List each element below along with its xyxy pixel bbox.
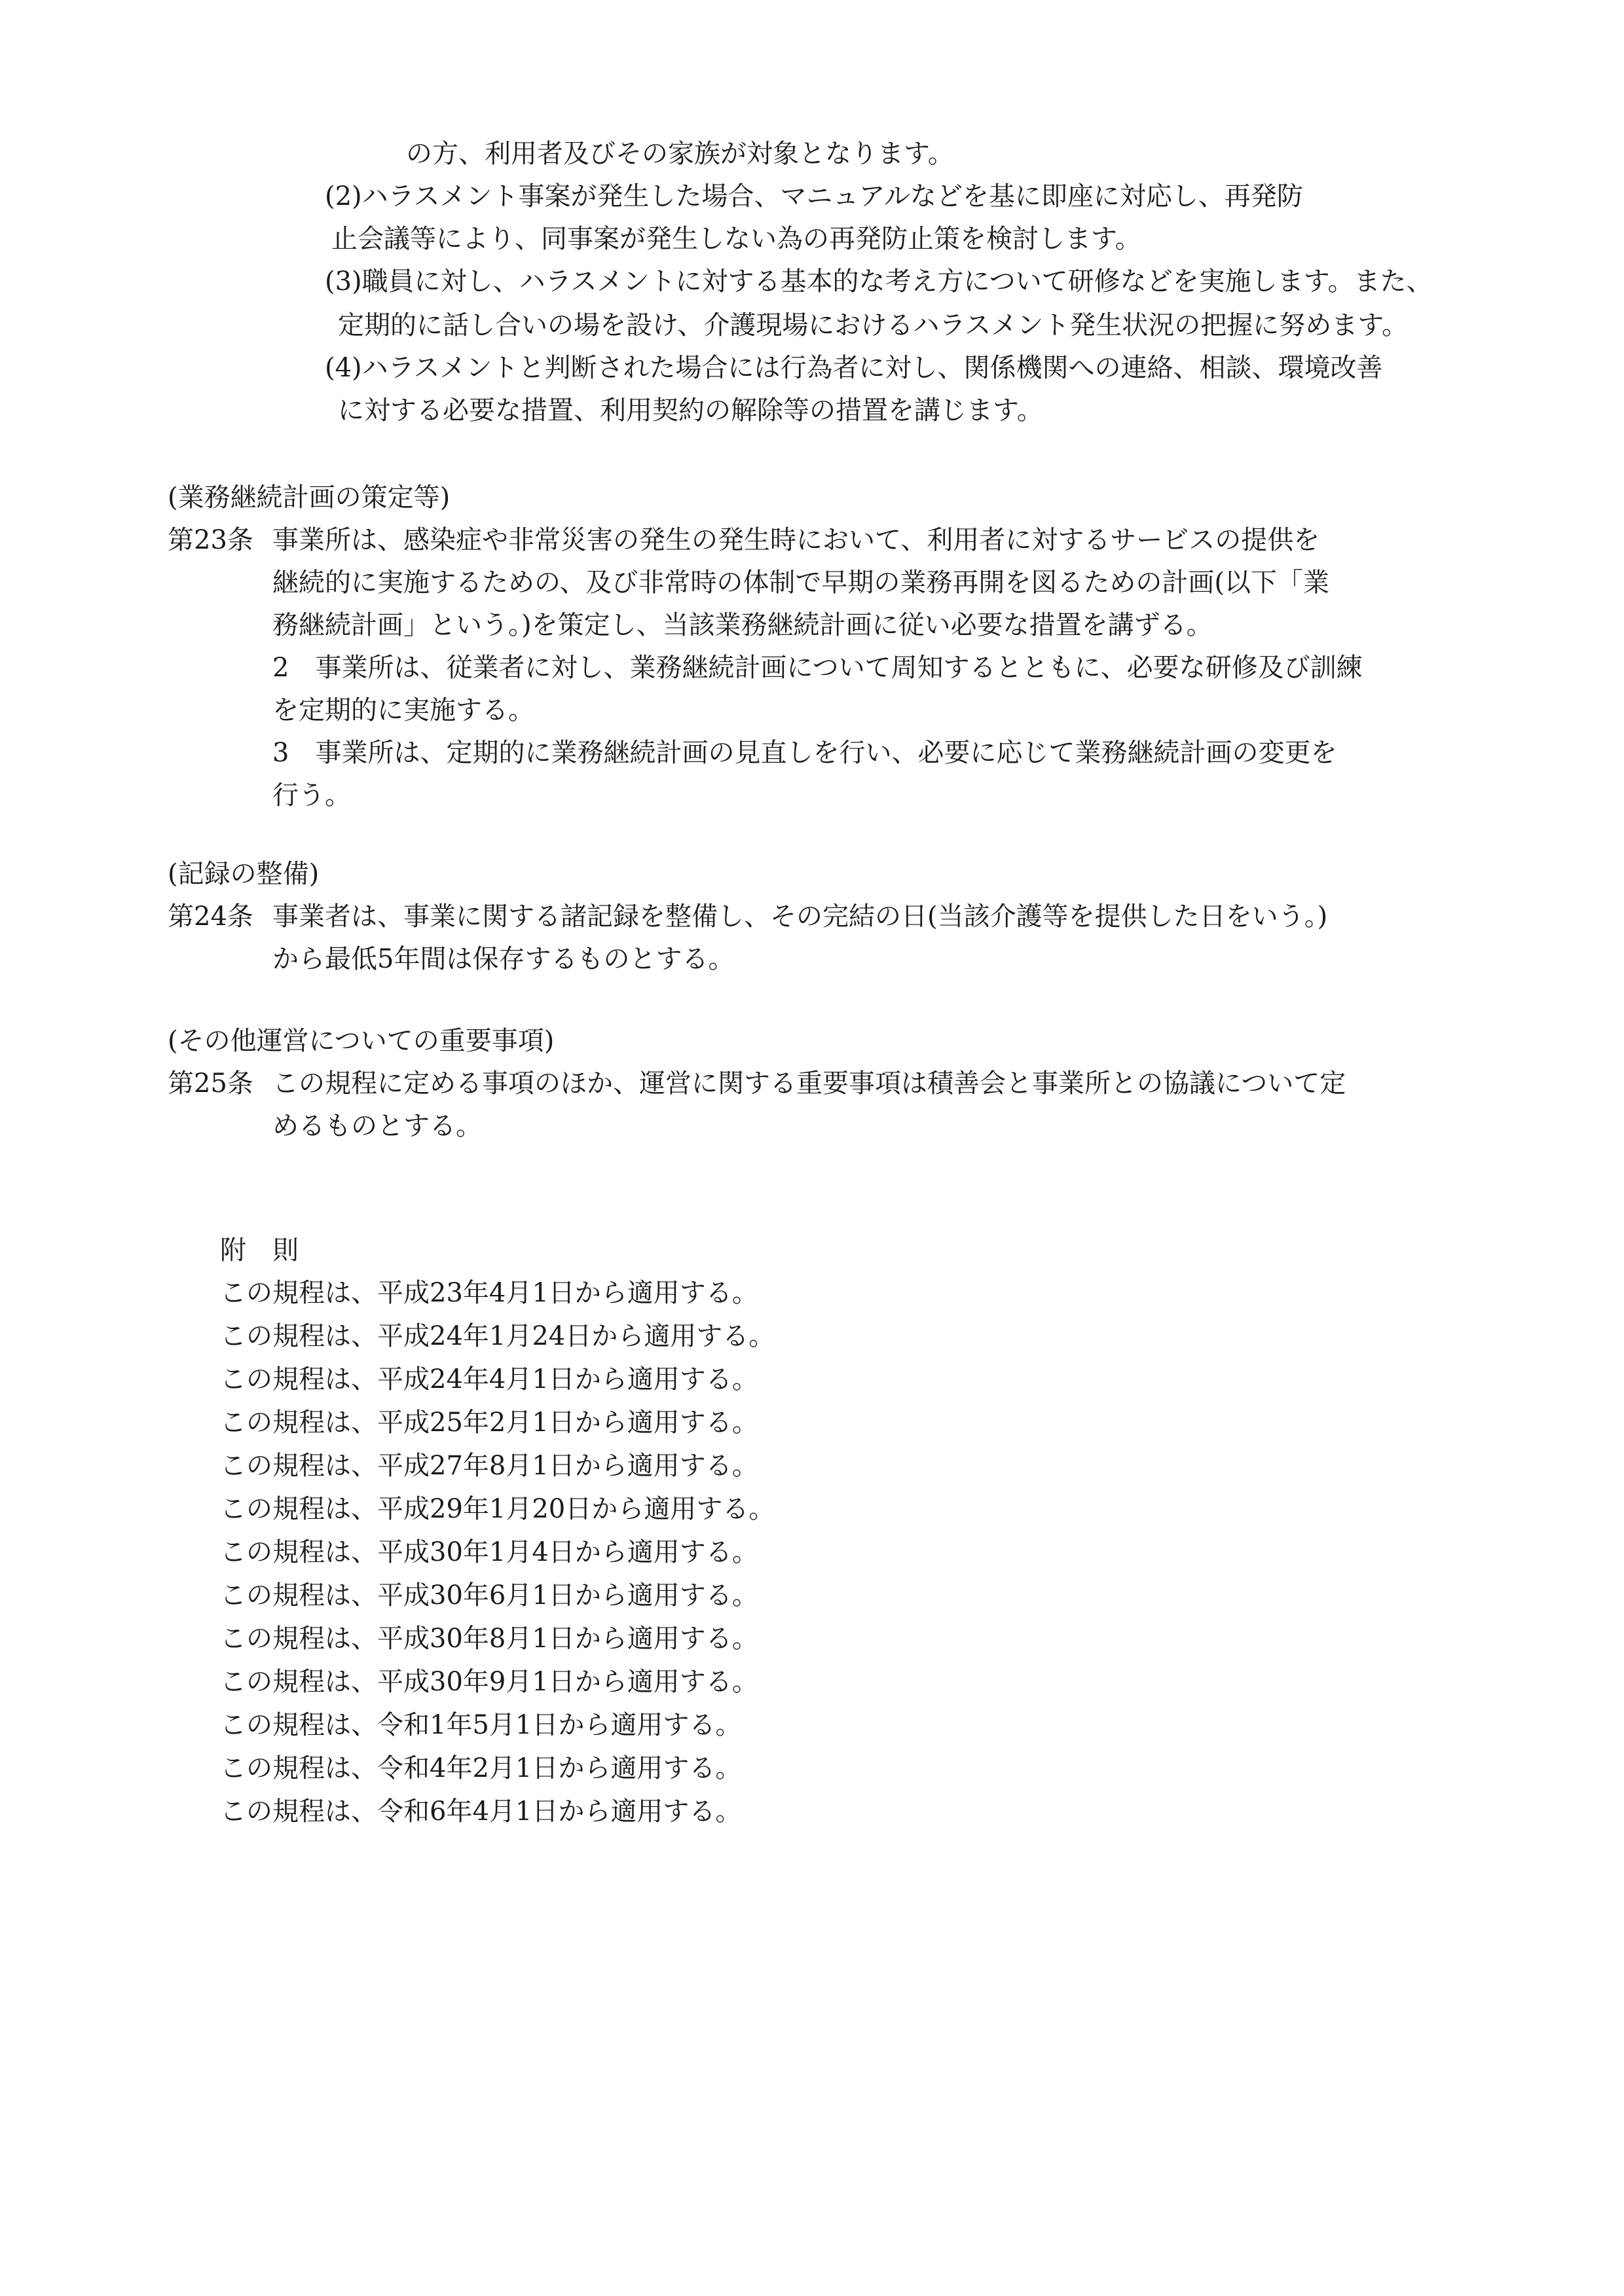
- article-23-number: 第23条: [168, 525, 253, 555]
- supplementary-entry: この規程は、平成30年8月1日から適用する。: [220, 1624, 758, 1654]
- supplementary-entry: この規程は、令和4年2月1日から適用する。: [220, 1753, 742, 1783]
- article-24-line-2: から最低5年間は保存するものとする。: [272, 944, 735, 974]
- article-23-line-6: 3 事業所は、定期的に業務継続計画の見直しを行い、必要に応じて業務継続計画の変更を: [272, 738, 1337, 768]
- supplementary-entry: この規程は、平成23年4月1日から適用する。: [220, 1278, 758, 1308]
- supplementary-entry: この規程は、平成25年2月1日から適用する。: [220, 1408, 758, 1438]
- supplementary-entry: この規程は、平成30年9月1日から適用する。: [220, 1667, 758, 1697]
- supplementary-entry: この規程は、平成24年1月24日から適用する。: [220, 1321, 775, 1351]
- article-23-line-3: 務継続計画」という。)を策定し、当該業務継続計画に従い必要な措置を講ずる。: [272, 610, 1213, 640]
- supplementary-entry: この規程は、平成30年1月4日から適用する。: [220, 1537, 758, 1567]
- article-25-body: [272, 1064, 1504, 1149]
- article-23-body: [272, 520, 1504, 818]
- harassment-item-4-line-2: に対する必要な措置、利用契約の解除等の措置を講じます。: [338, 395, 1043, 426]
- article-24-body: [272, 897, 1504, 982]
- article-24-number: 第24条: [168, 902, 253, 932]
- article-25-line-1: この規程に定める事項のほか、運営に関する重要事項は積善会と事業所との協議について定: [272, 1068, 1346, 1099]
- supplementary-entry: この規程は、平成30年6月1日から適用する。: [220, 1580, 758, 1611]
- supplementary-entry: この規程は、令和1年5月1日から適用する。: [220, 1710, 742, 1740]
- article-23-line-7: 行う。: [272, 780, 351, 811]
- article-23-line-1: 事業所は、感染症や非常災害の発生の発生時において、利用者に対するサービスの提供を: [272, 525, 1320, 555]
- article-23-line-2: 継続的に実施するための、及び非常時の体制で早期の業務再開を図るための計画(以下「業: [272, 568, 1330, 598]
- harassment-continuation-line: の方、利用者及びその家族が対象となります。: [406, 139, 954, 169]
- article-25-line-2: めるものとする。: [272, 1111, 482, 1141]
- supplementary-entry: この規程は、平成24年4月1日から適用する。: [220, 1364, 758, 1394]
- harassment-item-4-line-1: (4)ハラスメントと判断された場合には行為者に対し、関係機関への連絡、相談、環境改善: [325, 353, 1383, 383]
- harassment-item-2-line-1: (2)ハラスメント事案が発生した場合、マニュアルなどを基に即座に対応し、再発防: [325, 181, 1303, 211]
- supplementary-entry: この規程は、平成27年8月1日から適用する。: [220, 1451, 758, 1481]
- supplementary-entry: この規程は、令和6年4月1日から適用する。: [220, 1796, 742, 1827]
- supplementary-title: 附 則: [220, 1235, 299, 1266]
- article-23-line-4: 2 事業所は、従業者に対し、業務継続計画について周知するとともに、必要な研修及び訓練: [272, 653, 1363, 683]
- harassment-item-2-line-2: 止会議等により、同事案が発生しない為の再発防止策を検討します。: [331, 224, 1141, 254]
- article-24-heading: (記録の整備): [168, 859, 320, 889]
- article-23-line-5: を定期的に実施する。: [272, 695, 534, 725]
- supplementary-entry: この規程は、平成29年1月20日から適用する。: [220, 1494, 775, 1524]
- article-24-line-1: 事業者は、事業に関する諸記録を整備し、その完結の日(当該介護等を提供した日をいう。): [272, 902, 1328, 932]
- supplementary-list: [220, 1273, 775, 1835]
- article-23-heading: (業務継続計画の策定等): [168, 483, 451, 513]
- article-25-heading: (その他運営についての重要事項): [168, 1026, 555, 1056]
- harassment-item-3-line-1: (3)職員に対し、ハラスメントに対する基本的な考え方について研修などを実施します。また、: [325, 266, 1433, 297]
- article-25-number: 第25条: [168, 1068, 253, 1099]
- harassment-item-3-line-2: 定期的に話し合いの場を設け、介護現場におけるハラスメント発生状況の把握に努めます。: [338, 310, 1408, 340]
